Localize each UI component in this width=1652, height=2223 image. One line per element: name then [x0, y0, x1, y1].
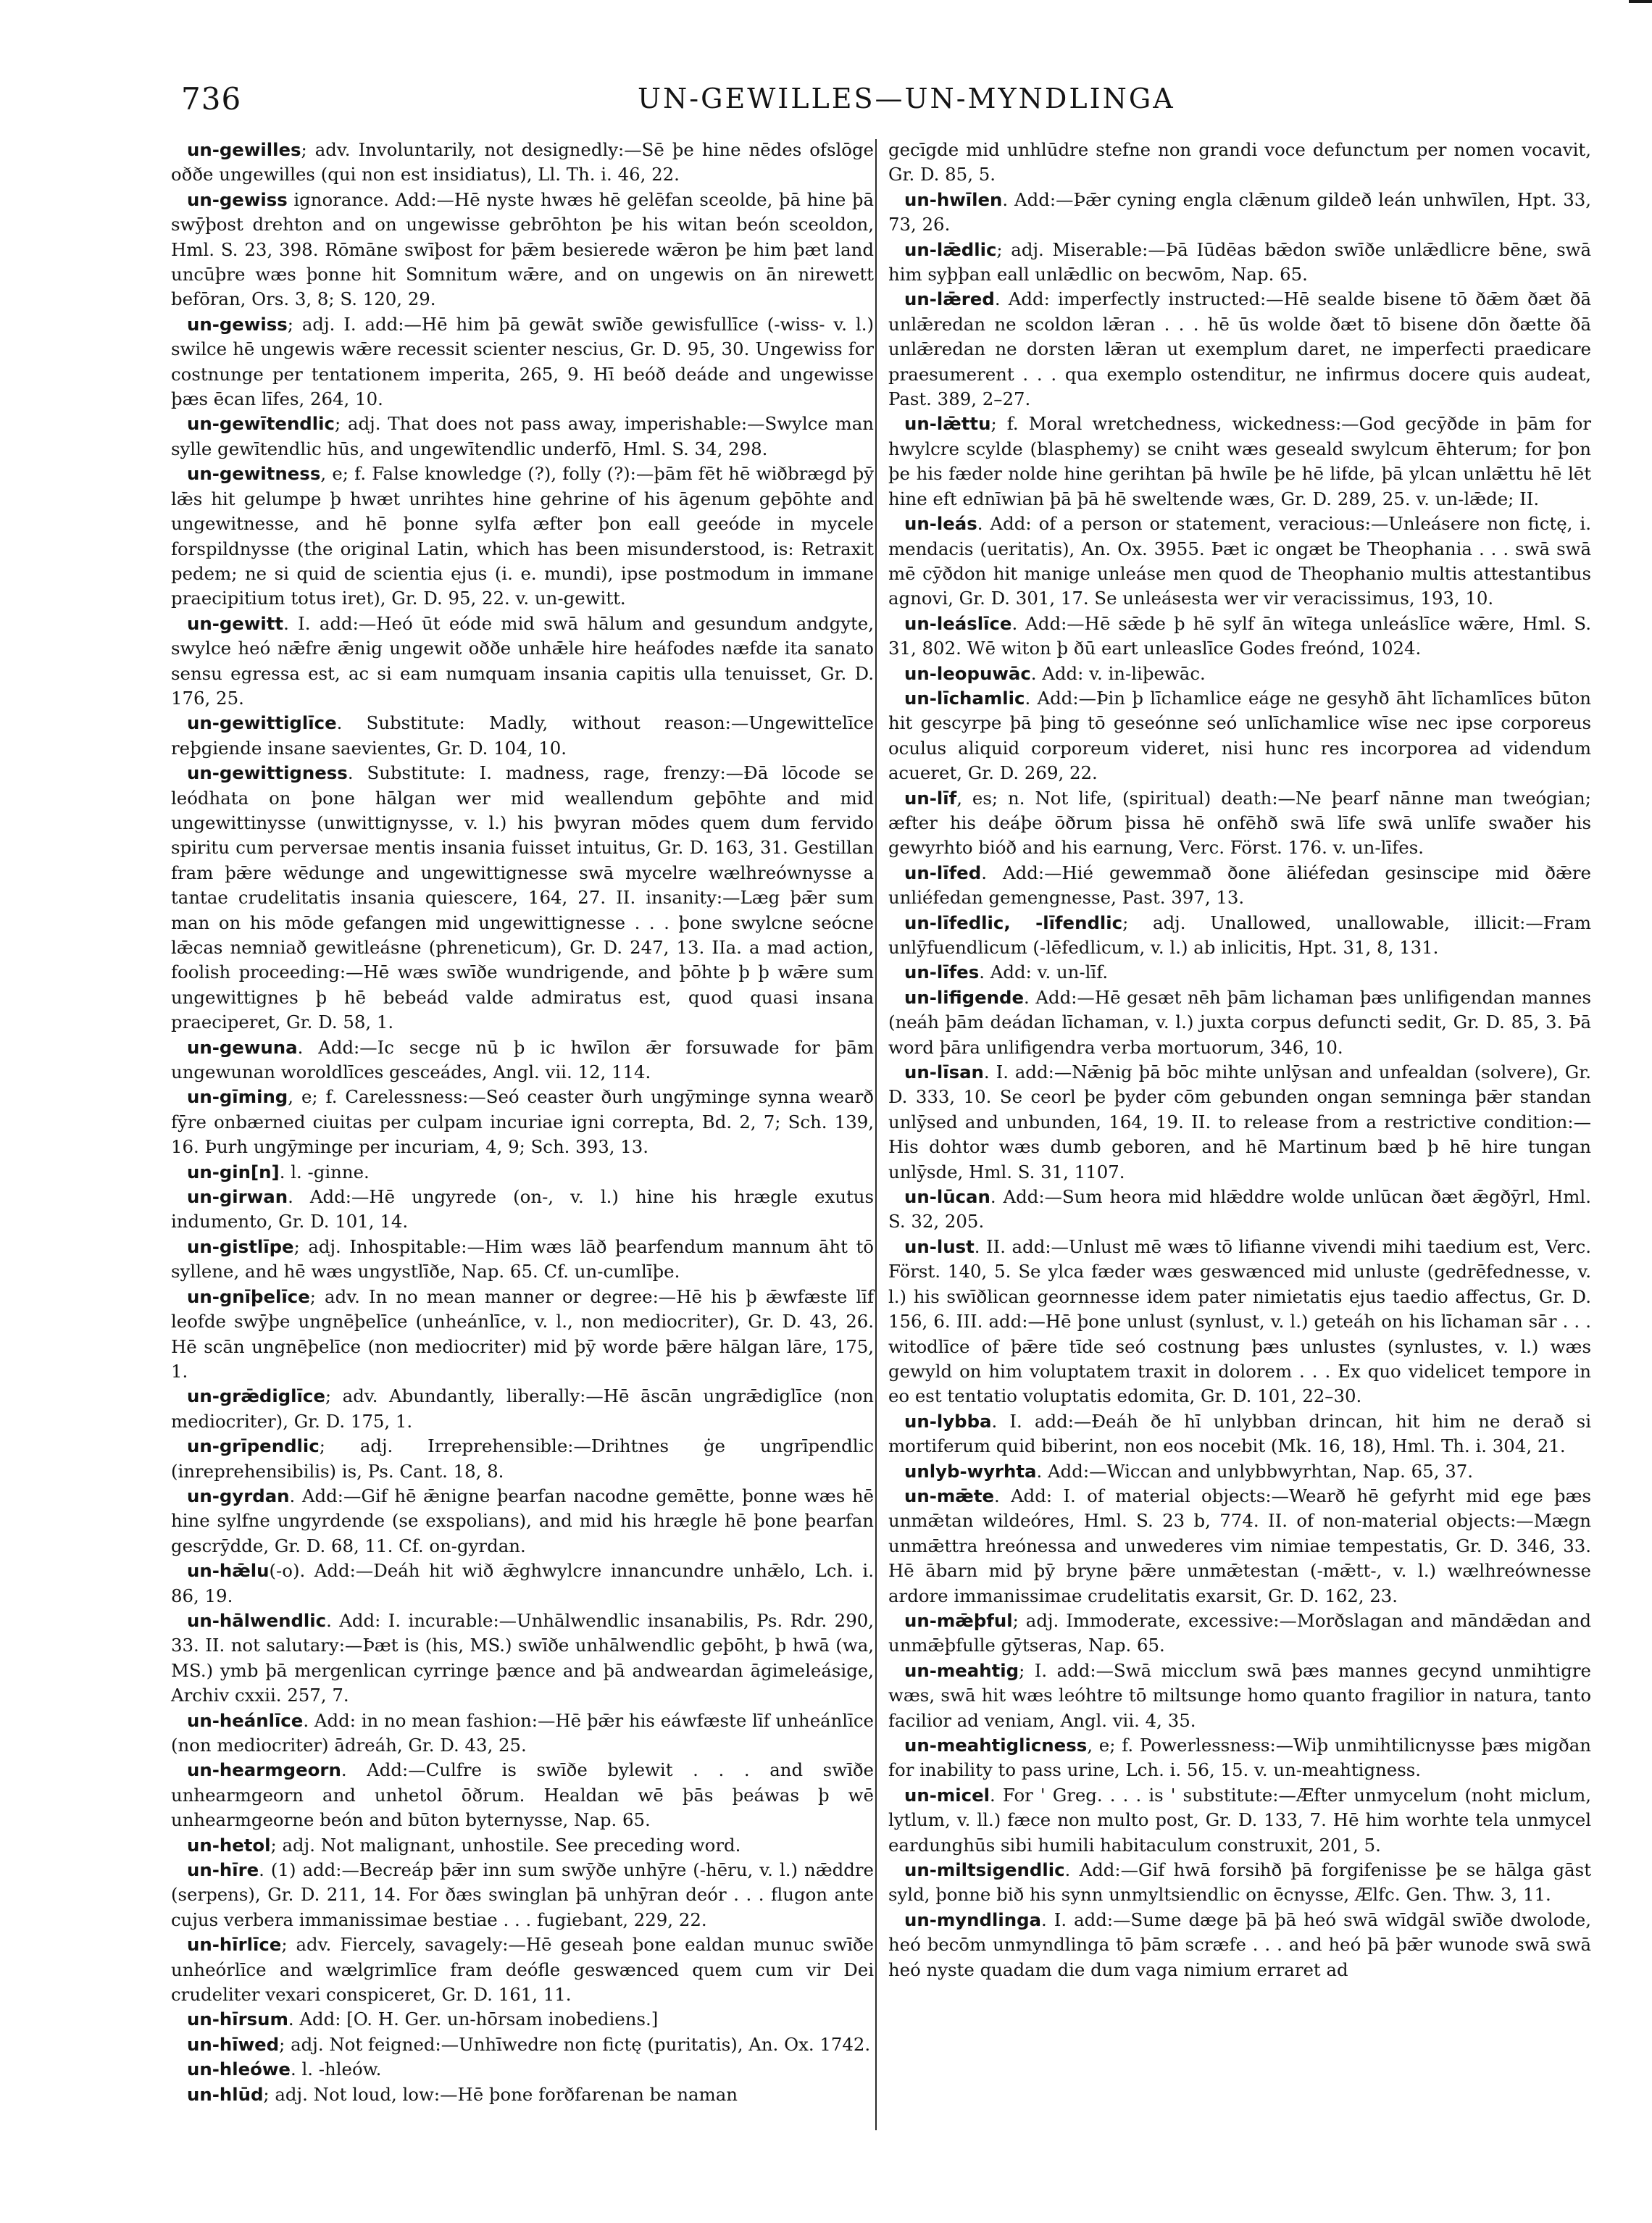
dictionary-entry — [171, 2007, 874, 2032]
entry-text: . Substitute: Madly, without reason:—Ungewittelīce reþgiende insane saevientes, Gr. D. 104, 10. — [171, 712, 874, 759]
entry-text: ; adv. Abundantly, liberally:—Hē āscān ungrǣdiglīce (non mediocriter), Gr. D. 175, 1. — [171, 1385, 874, 1432]
dictionary-entry — [171, 1559, 874, 1609]
entry-headword: un-leopuwāc — [904, 662, 1031, 684]
entry-headword: un-gyrdan — [187, 1485, 290, 1506]
entry-text: ; adv. In no mean manner or degree:—Hē his þ ǣwfæste līf leofde swȳþe ungnēþelīce (unheánlīce, v. l., non mediocriter), Gr. D. 43, 26. Hē scān ungnēþelīce (non mediocriter) mid þȳ worde þǣre hālgan lāre, 175, 1. — [171, 1285, 874, 1382]
entry-text: . Add:—Culfre is swīðe bylewit . . . and swīðe unhearmgeorn and unhetol ōðrum. Healdan wē þās þeáwas þ wē unhearmgeorne beón and būton byternysse, Nap. 65. — [171, 1759, 874, 1831]
entry-headword: un-heánlīce — [187, 1709, 304, 1731]
entry-headword: un-gewitt — [187, 612, 284, 634]
left-column — [171, 138, 874, 2107]
entry-headword: un-gewiss — [187, 313, 288, 335]
entry-text: . (1) add:—Becreáp þǣr inn sum swȳðe unhȳre (-hēru, v. l.) nǣddre (serpens), Gr. D. 211, 14. For ðæs swinglan þā unhȳran deór . . . flugon ante cujus verbera immanissimae bestiae . . . fugiebant, 229, 22. — [171, 1859, 874, 1930]
entry-headword: un-gewītendlic — [187, 413, 335, 435]
entry-headword: un-līfed — [904, 862, 982, 883]
entry-headword: un-lust — [904, 1235, 975, 1257]
dictionary-entry — [888, 1609, 1591, 1659]
dictionary-entry — [171, 1035, 874, 1085]
entry-headword: un-meahtig — [904, 1659, 1019, 1681]
entry-headword: un-gewittiglīce — [187, 712, 337, 734]
dictionary-entry — [888, 412, 1591, 512]
dictionary-entry — [171, 1833, 874, 1858]
entry-headword: un-gīming — [187, 1086, 288, 1108]
entry-headword: un-hetol — [187, 1834, 271, 1856]
entry-text: . Add:—Gif hē ǣnigne þearfan nacodne gemētte, þonne wæs hē hine sylfne ungyrdende (se exspolians), and mid his hrægle hē þone þearfan gescrȳdde, Gr. D. 68, 11. Cf. on-gyrdan. — [171, 1485, 874, 1556]
entry-text: ; adj. Not loud, low:—Hē þone forðfarenan be naman — [263, 2083, 738, 2105]
entry-headword: un-lǣttu — [904, 413, 991, 435]
dictionary-entry — [888, 1659, 1591, 1733]
entry-headword: un-hīrsum — [187, 2009, 288, 2030]
dictionary-entry — [888, 238, 1591, 288]
running-head: UN-GEWILLES—UN-MYNDLINGA — [638, 83, 1175, 114]
dictionary-entry — [888, 1908, 1591, 1982]
dictionary-entry — [888, 138, 1591, 188]
right-column — [888, 138, 1591, 1982]
entry-text: ; adj. Not malignant, unhostile. See preceding word. — [270, 1834, 741, 1856]
entry-text: ; f. Moral wretchedness, wickedness:—God gecȳðde in þām for hwylcre scylde (blasphemy) se cniht wæs geseald swylcum ēhterum; for þon þe his fæder nolde hine gerihtan þā hwīle þe hē lifde, þā ylcan unlǣttu hē lēt hine eft ednīwian þā þā hē sweltende wæs, Gr. D. 289, 25. v. un-lǣde; II. — [888, 413, 1591, 509]
dictionary-entry — [888, 287, 1591, 412]
column-divider — [875, 139, 877, 2130]
dictionary-entry — [171, 1235, 874, 1285]
dictionary-entry — [888, 1484, 1591, 1609]
dictionary-entry — [888, 1060, 1591, 1185]
entry-headword: un-hālwendlic — [187, 1609, 327, 1631]
entry-headword: un-hǣlu — [187, 1560, 270, 1582]
dictionary-entry — [171, 412, 874, 462]
dictionary-entry — [171, 1384, 874, 1434]
entry-text: . Add:—Wiccan and unlybbwyrhtan, Nap. 65, 37. — [1036, 1460, 1473, 1482]
entry-text: . Add: v. un-līf. — [979, 962, 1109, 983]
entry-text: . I. add:—Ðeáh ðe hī unlybban drincan, hit him ne derað si mortiferum quid biberint, non eos nocebit (Mk. 16, 18), Hml. Th. i. 304, 21. — [888, 1410, 1591, 1457]
entry-headword: un-gewilles — [187, 139, 301, 160]
corner-mark — [1629, 0, 1652, 3]
entry-text: . Add:—Sum heora mid hlǣddre wolde unlūcan ðæt ǣgðȳrl, Hml. S. 32, 205. — [888, 1186, 1591, 1233]
entry-headword: un-grǣdiglīce — [187, 1385, 325, 1407]
dictionary-entry — [171, 612, 874, 712]
dictionary-entry — [171, 1932, 874, 2007]
entry-text: , e; f. Powerlessness:—Wiþ unmihtilicnysse þæs migðan for inability to pass urine, Lch. i. 56, 15. v. un-meahtigness. — [888, 1735, 1591, 1781]
entry-headword: un-līsan — [904, 1062, 984, 1083]
entry-headword: un-hwīlen — [904, 188, 1003, 210]
dictionary-entry — [171, 1085, 874, 1159]
entry-headword: un-grīpendlic — [187, 1435, 320, 1457]
entry-headword: un-līchamlic — [904, 687, 1025, 709]
dictionary-entry — [171, 312, 874, 412]
dictionary-entry — [888, 512, 1591, 612]
dictionary-entry — [171, 1758, 874, 1832]
dictionary-entry — [888, 861, 1591, 911]
entry-text: . II. add:—Unlust mē wæs tō lifianne vivendi mihi taedium est, Verc. Först. 140, 5. Se ylca fæder wæs geswænced mid unluste (gedrēfednesse, v. l.) his swīðlican geornnesse idem pater nimietatis ejus taedio affectus, Gr. D. 156, 6. III. add:—Hē þone unlust (synlust, v. l.) geteáh on his līchaman sār . . . witodlīce of þǣre tīde seó costnung þæs unlustes (synlustes, v. l.) wæs gewyld on him voluptatem traxit in dolorem . . . Ex quo videlicet tempore in eo est tentatio voluptatis edomita, Gr. D. 101, 22–30. — [888, 1235, 1591, 1407]
entry-headword: un-lifigende — [904, 986, 1025, 1008]
entry-headword: un-gistlīpe — [187, 1235, 294, 1257]
entry-text: , es; n. Not life, (spiritual) death:—Ne þearf nānne man tweógian; æfter his deáþe ōðrum þissa hē onfēhð swā līfe swā unlīfe swaðer his gewyrhto bióð and his earnung, Verc. Först. 176. v. un-līfes. — [888, 787, 1591, 859]
dictionary-entry — [171, 1484, 874, 1559]
entry-headword: un-gnīþelīce — [187, 1285, 310, 1307]
entry-text: . Add:—Gif hwā forsihð þā forgifenisse þe se hālga gāst syld, þonne bið his synn unmyltsiendlic on ēcnysse, Ælfc. Gen. Thw. 3, 11. — [888, 1859, 1591, 1906]
entry-headword: un-miltsigendlic — [904, 1859, 1065, 1881]
entry-headword: un-lǣred — [904, 288, 995, 310]
entry-headword: un-hlūd — [187, 2083, 264, 2105]
entry-headword: un-micel — [904, 1784, 990, 1806]
entry-headword: un-hīwed — [187, 2033, 280, 2055]
dictionary-entry — [888, 1235, 1591, 1409]
entry-text: . Add:—Hē ungyrede (on-, v. l.) hine his hrægle exutus indumento, Gr. D. 101, 14. — [171, 1186, 874, 1233]
dictionary-entry — [888, 662, 1591, 686]
entry-text: . Add:—Hē gesæt nēh þām lichaman þæs unlifigendan mannes (neáh þām deádan līchaman, v. l.) juxta corpus defuncti sedit, Gr. D. 85, 3. Þā word þāra unlifigendra verba mortuorum, 346, 10. — [888, 986, 1591, 1058]
entry-headword: un-leás — [904, 513, 977, 535]
dictionary-entry — [171, 2032, 874, 2057]
entry-headword: un-lūcan — [904, 1186, 990, 1208]
entry-text: . For ' Greg. . . . is ' substitute:—Æfter unmycelum (noht miclum, lytlum, v. ll.) fæce non multo post, Gr. D. 133, 7. Hē him worhte tela unmycel eardunghūs sibi humili habitaculum construxit, 201, 5. — [888, 1784, 1591, 1856]
entry-headword: un-gewuna — [187, 1036, 298, 1058]
entry-text: . Add: I. incurable:—Unhālwendlic insanabilis, Ps. Rdr. 290, 33. II. not salutary:—Þæt is (his, MS.) swīðe unhālwendlic geþōht, þ hwā (wa, MS.) ymb þā mergenlican cyrringe þænce and þā andweardan āgimeleásige, Archiv cxxii. 257, 7. — [171, 1609, 874, 1706]
dictionary-entry — [171, 462, 874, 611]
dictionary-entry — [171, 1434, 874, 1484]
dictionary-entry — [171, 1609, 874, 1709]
entry-headword: un-hleówe — [187, 2059, 291, 2080]
entry-text: (-o). Add:—Deáh hit wið ǣghwylcre innancundre unhǣlo, Lch. i. 86, 19. — [171, 1560, 874, 1606]
entry-headword: un-hearmgeorn — [187, 1759, 341, 1781]
dictionary-entry — [888, 1459, 1591, 1484]
entry-text: gecīgde mid unhlūdre stefne non grandi voce defunctum per nomen vocavit, Gr. D. 85, 5. — [888, 139, 1591, 185]
dictionary-entry — [888, 985, 1591, 1060]
entry-text: . l. -hleów. — [290, 2059, 382, 2080]
page-number: 736 — [181, 81, 242, 117]
entry-text: . Add:—Hē sǣde þ hē sylf ān wītega unleáslīce wǣre, Hml. S. 31, 802. Wē witon þ ðū eart unleaslīce Godes freónd, 1024. — [888, 612, 1591, 659]
dictionary-entry — [888, 1783, 1591, 1858]
dictionary-entry — [171, 1185, 874, 1235]
entry-headword: un-meahtigliсness — [904, 1735, 1088, 1756]
entry-text: ; adj. Irreprehensible:—Drihtnes ġe ungrīpendlic (inreprehensibilis) is, Ps. Cant. 18, 8. — [171, 1435, 874, 1482]
entry-text: . l. -ginne. — [279, 1161, 370, 1183]
entry-text: ; adj. Immoderate, excessive:—Morðslagan and māndǣdan and unmǣþfulle gȳtseras, Nap. 65. — [888, 1609, 1591, 1656]
entry-text: . I. add:—Nǣnig þā bōc mihte unlȳsan and unfealdan (solvere), Gr. D. 333, 10. Se ceorl þe þyder cōm gebunden ongan semninga þǣr standan unlȳsed and unbunden, 164, 19. II. to release from a restrictive condition:—His dohtor wæs dumb geboren, and hē Martinum bæd þ hē hire tungan unlȳsde, Hml. S. 31, 1107. — [888, 1062, 1591, 1183]
entry-text: . Add:—Ic secge nū þ ic hwīlon ǣr forsuwade for þām ungewunan woroldlīces gesceádes, Angl. vii. 12, 114. — [171, 1036, 874, 1083]
entry-headword: un-gewitness — [187, 463, 321, 485]
dictionary-entry — [171, 188, 874, 312]
dictionary-entry — [171, 1160, 874, 1185]
entry-text: . Add: of a person or statement, veracious:—Unleásere non fictę, i. mendacis (ueritatis), An. Ox. 3955. Þæt ic ongæt be Theophania . . . swā swā mē cȳðdon hit manige unleáse men quod de Theophanio multis attestantibus agnovi, Gr. D. 301, 17. Se unleásesta wer vir veracissimus, 193, 10. — [888, 513, 1591, 609]
entry-text: . Add: I. of material objects:—Wearð hē gefyrht mid ege þæs unmǣtan wildeóres, Hml. S. 23 b, 774. II. of non-material objects:—Mægn unmǣttra hreónessa and unwederes vim nimiae tempestatis, Gr. D. 346, 33. Hē ābarn mid þȳ bryne þǣre unmǣtestan (-mǣtt-, v. l.) wælhreównesse ardore immanissimae crudelitatis exarsit, Gr. D. 162, 23. — [888, 1485, 1591, 1606]
dictionary-entry — [171, 2082, 874, 2107]
dictionary-entry — [888, 911, 1591, 961]
dictionary-entry — [171, 1285, 874, 1385]
entry-headword: un-girwan — [187, 1186, 288, 1208]
entry-headword: un-līfedlic, -līfendlic — [904, 912, 1123, 933]
entry-headword: un-myndlinga — [904, 1909, 1041, 1930]
entry-headword: un-gin[n] — [187, 1161, 280, 1183]
dictionary-entry — [171, 2057, 874, 2082]
dictionary-entry — [888, 1858, 1591, 1908]
entry-text: . Add: [O. H. Ger. un-hōrsam inobediens.] — [288, 2009, 659, 2030]
entry-text: ; I. add:—Swā micclum swā þæs mannes gecynd unmihtigre wæs, swā hit wæs leóhtre tō miltsunge homo quanto fragilior in natura, tanto facilior ad veniam, Angl. vii. 4, 35. — [888, 1659, 1591, 1731]
entry-headword: un-mǣte — [904, 1485, 995, 1506]
entry-text: . Substitute: I. madness, rage, frenzy:—Ðā lōcode se leódhata on þone hālgan wer mid weallendum geþōhte and mid ungewittinysse (unwittignysse, v. l.) his þwyran mōdes quem dum fervido spiritu cum perversae mentis insania fuisset intuitus, Gr. D. 163, 31. Gestillan fram þǣre wēdunge and ungewittignesse swā mycelre wælhreównysse a tantae crudelitatis insania quiescere, 164, 27. II. insanity:—Læg þǣr sum man on his mōde gefangen mid ungewittignesse . . . þone swylcne seócne lǣcas nemniað gewitleásne (phreneticum), Gr. D. 247, 13. IIa. a mad action, foolish proceeding:—Hē wæs swīðe wundrigende, and þōhte þ þ wǣre sum ungewittignes þ hē bebeád valde admiratus est, quod quasi insana praeciperet, Gr. D. 58, 1. — [171, 762, 874, 1033]
dictionary-entry — [171, 1858, 874, 1932]
dictionary-entry — [171, 761, 874, 1035]
entry-headword: un-hīrlīce — [187, 1934, 282, 1956]
entry-text: ; adj. Inhospitable:—Him wæs lāð þearfendum mannum āht tō syllene, and hē wæs ungystlīðe, Nap. 65. Cf. un-cumlīþe. — [171, 1235, 874, 1282]
dictionary-entry — [888, 786, 1591, 861]
entry-text: ; adj. Not feigned:—Unhīwedre non fictę (puritatis), An. Ox. 1742. — [279, 2033, 871, 2055]
entry-text: . Add: v. in-liþewāc. — [1030, 662, 1206, 684]
entry-headword: un-leáslīce — [904, 612, 1012, 634]
dictionary-entry — [171, 138, 874, 188]
entry-text: . Add:—Þin þ līchamlice eáge ne gesyhð āht līchamlīces būton hit gescyrpe þā þing tō geseónne seó unlīchamlice wīse nec ipse corporeus oculus aliquid corporeum videret, nisi hunc res incorporea ad videndum acueret, Gr. D. 269, 22. — [888, 687, 1591, 784]
entry-text: . I. add:—Sume dæge þā þā heó swā wīdgāl swīðe dwolode, heó becōm unmyndlinga tō þām scræfe . . . and heó þā þǣr wunode swā swā heó nyste quadam die dum vaga nimium erraret ad — [888, 1909, 1591, 1980]
entry-headword: un-hīre — [187, 1859, 259, 1881]
entry-text: ; adv. Involuntarily, not designedly:—Sē þe hine nēdes ofslōge oððe ungewilles (qui non est insidiatus), Ll. Th. i. 46, 22. — [171, 139, 874, 185]
dictionary-entry — [171, 711, 874, 761]
entry-headword: un-gewiss — [187, 188, 288, 210]
entry-headword: un-līfes — [904, 962, 980, 983]
dictionary-entry — [888, 1185, 1591, 1235]
entry-headword: un-mǣþful — [904, 1609, 1013, 1631]
entry-text: . Add: imperfectly instructed:—Hē sealde bisene tō ðǣm ðæt ðā unlǣredan ne scoldon lǣran . . . hē ūs wolde ðæt tō bisene dōn ðætte ðā unlǣredan ne dorsten lǣran ut exemplum daret, ne imperfecti praedicare praesumerent . . . qua exemplo ostenditur, ne infirmus docere quis audeat, Past. 389, 2–27. — [888, 288, 1591, 410]
entry-text: , e; f. Carelessness:—Seó ceaster ðurh ungȳminge synna wearð fȳre onbærned ciuitas per culpam incuriae igni correpta, Bd. 2, 7; Sch. 139, 16. Þurh ungȳminge per incuriam, 4, 9; Sch. 393, 13. — [171, 1086, 874, 1158]
entry-text: ; adj. Miserable:—Þā Iūdēas bǣdon swīðe unlǣdlicre bēne, swā him syþþan eall unlǣdlic on becwōm, Nap. 65. — [888, 238, 1591, 285]
dictionary-entry — [888, 1409, 1591, 1459]
entry-text: . I. add:—Heó ūt eóde mid swā hālum and gesundum andgyte, swylce heó nǣfre ǣnig ungewit oððe unhǣle hire heáfodes næfde ita sanato sensu egressa est, ac si eam numquam insania capitis ulla tenuisset, Gr. D. 176, 25. — [171, 612, 874, 709]
entry-text: ; adj. Unallowed, unallowable, illicit:—Fram unlȳfuendlicum (-lēfedlicum, v. l.) ab inlicitis, Hpt. 31, 8, 131. — [888, 912, 1592, 958]
entry-text: . Add:—Hié gewemmað ðone āliéfedan gesinscipe mid ðǣre unliéfedan gemengnesse, Past. 397, 13. — [888, 862, 1591, 909]
entry-text: . Add:—Þǣr cyning engla clǣnum gildeð leán unhwīlen, Hpt. 33, 73, 26. — [888, 188, 1591, 235]
entry-headword: un-lǣdlic — [904, 238, 997, 260]
dictionary-entry — [171, 1709, 874, 1759]
entry-text: ; adj. I. add:—Hē him þā gewāt swīðe gewisfullīce (-wiss- v. l.) swilce hē ungewis wǣre recessit scienter nescius, Gr. D. 95, 30. Ungewiss for costnunge per tentationem imperita, 265, 9. Hī beóð deáde and ungewisse þæs ēcan līfes, 264, 10. — [171, 313, 874, 410]
entry-text: , e; f. False knowledge (?), folly (?):—þām fēt hē wiðbrægd þȳ lǣs hit gelumpe þ hwæt unrihtes hine gehrine of his āgenum geþōhte and ungewitnesse, and hē þonne sylfa æfter þon eall geeóde in mycele forspildnysse (the original Latin, which has been misunderstood, is: Retraxit pedem; ne si quid de scientia ejus (i. e. mundi), ipse postmodum in immane praecipitium totus iret), Gr. D. 95, 22. v. un-gewitt. — [171, 463, 874, 609]
dictionary-entry — [888, 686, 1591, 786]
entry-text: . Add: in no mean fashion:—Hē þǣr his eáwfæste līf unheánlīce (non mediocriter) ādreáh, Gr. D. 43, 25. — [171, 1709, 874, 1756]
entry-text: ignorance. Add:—Hē nyste hwæs hē gelēfan sceolde, þā hine þā swȳþost drehton and on ungewisse gebrōhton þe his witan beón sceoldon, Hml. S. 23, 398. Rōmāne swīþost for þǣm besierede wǣron þe him þæt land uncūþre wæs þonne hit Somnitum wǣre, and on ungewis on ān nirewett befōran, Ors. 3, 8; S. 120, 29. — [171, 188, 874, 310]
entry-text: ; adj. That does not pass away, imperishable:—Swylce man sylle gewītendlic hūs, and ungewītendlic underfō, Hml. S. 34, 298. — [171, 413, 874, 459]
dictionary-entry — [888, 960, 1591, 985]
dictionary-entry — [888, 1733, 1591, 1783]
entry-text: ; adv. Fiercely, savagely:—Hē geseah þone ealdan munuc swīðe unheórlīce and wælgrimlīce fram deófle geswænced quem cum vir Dei crudeliter vexari conspiceret, Gr. D. 161, 11. — [171, 1934, 874, 2006]
entry-headword: un-gewittigness — [187, 762, 348, 784]
dictionary-entry — [888, 612, 1591, 662]
entry-headword: unlyb-wyrhta — [904, 1460, 1037, 1482]
dictionary-entry — [888, 188, 1591, 238]
entry-headword: un-līf — [904, 787, 957, 809]
entry-headword: un-lybba — [904, 1410, 992, 1432]
